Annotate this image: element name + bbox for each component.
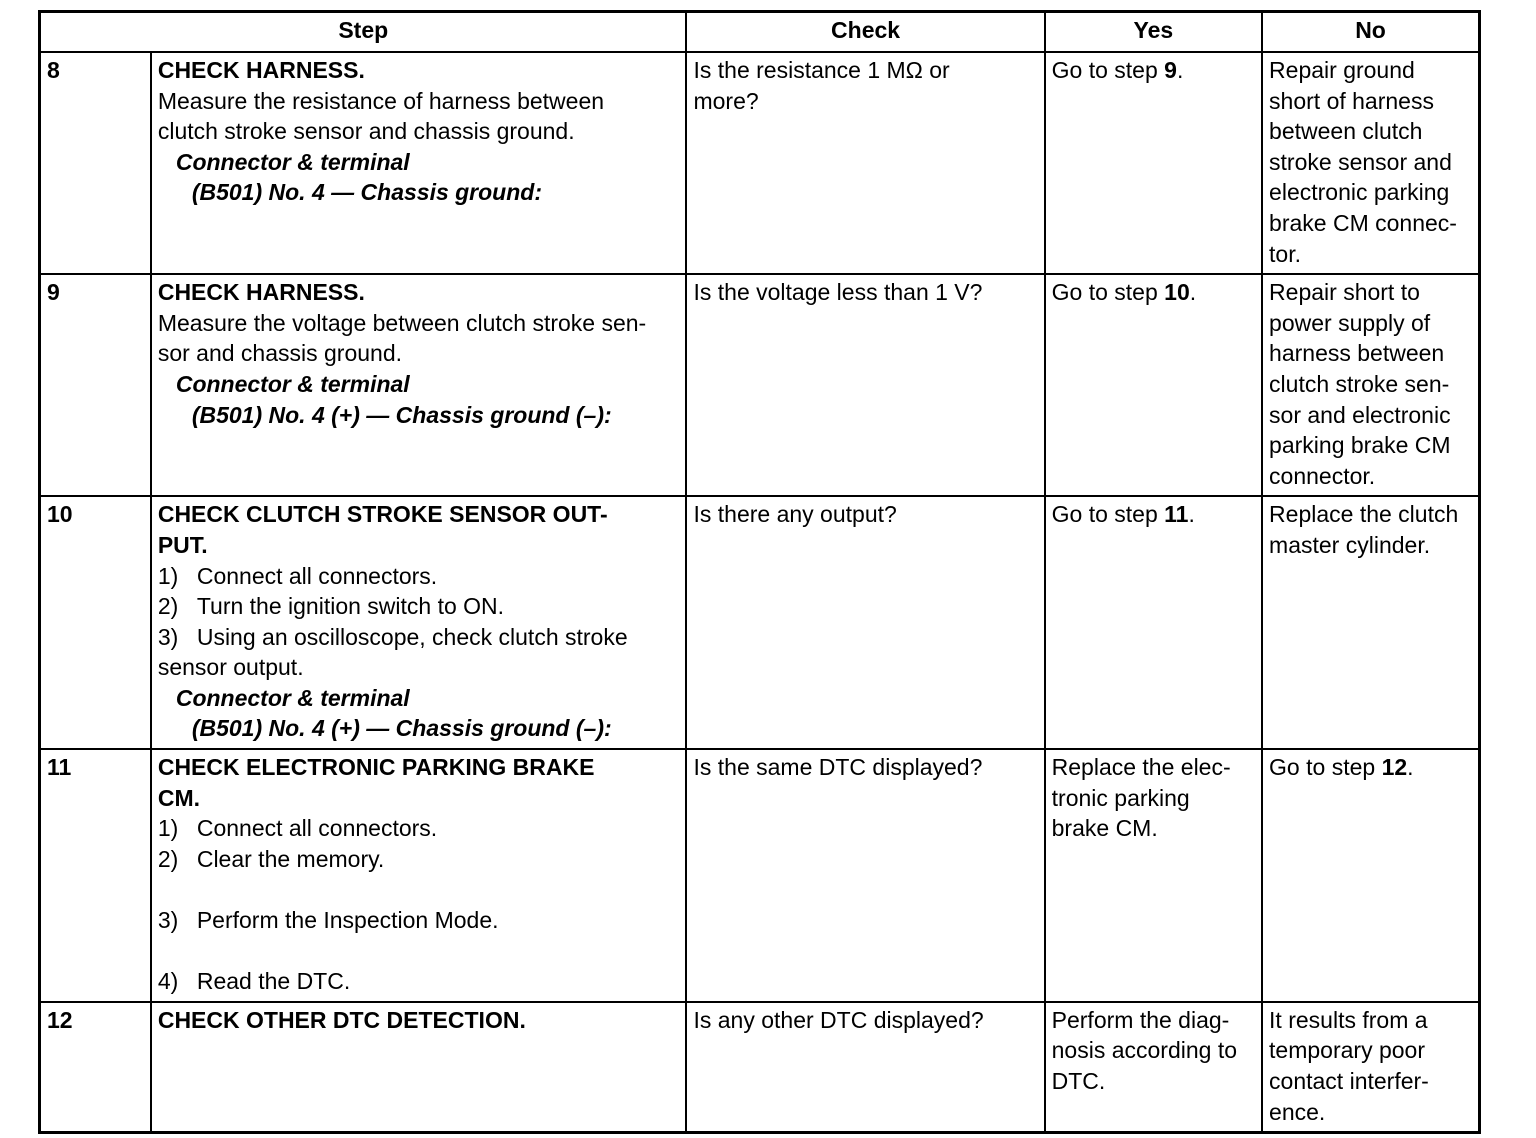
yes-suffix: . <box>1188 501 1195 528</box>
yes-cell <box>1045 749 1262 1002</box>
no-text-line: clutch stroke sen- <box>1269 370 1450 397</box>
no-cell <box>1262 749 1479 1002</box>
spacer <box>158 936 680 967</box>
spacer <box>158 874 680 905</box>
substep-number: 4) <box>157 968 179 995</box>
check-cell <box>686 496 1044 749</box>
step-title: CM. <box>157 784 200 811</box>
table-row-step-8 <box>40 52 1480 274</box>
check-cell <box>686 749 1044 1002</box>
no-text-line: temporary poor <box>1269 1037 1426 1064</box>
step-number: 12 <box>40 1002 151 1133</box>
step-number: 10 <box>40 496 151 749</box>
substep-number: 1) <box>157 562 179 589</box>
check-text-line: Is the voltage less than 1 V? <box>693 279 983 306</box>
substep-text: Read the DTC. <box>196 968 351 995</box>
step-description <box>151 274 687 496</box>
step-title: CHECK ELECTRONIC PARKING BRAKE <box>157 754 595 781</box>
substep-number: 3) <box>157 623 179 650</box>
no-text-line: stroke sensor and <box>1269 148 1452 175</box>
connector-value: (B501) No. 4 — Chassis ground: <box>191 179 542 206</box>
substep-text: Using an oscilloscope, check clutch stroke <box>196 623 628 650</box>
header-step: Step <box>40 12 687 53</box>
step-number: 8 <box>40 52 151 274</box>
connector-heading: Connector & terminal <box>175 370 410 397</box>
header-no: No <box>1262 12 1479 53</box>
diagnostic-table-container <box>38 10 1481 1125</box>
substep-text: Connect all connectors. <box>196 562 438 589</box>
no-suffix: . <box>1407 754 1414 781</box>
no-cell <box>1262 496 1479 749</box>
check-text-line: Is any other DTC displayed? <box>693 1006 984 1033</box>
yes-cell <box>1045 1002 1262 1133</box>
substep-number: 2) <box>157 845 179 872</box>
yes-text-line: tronic parking <box>1051 784 1190 811</box>
check-cell <box>686 1002 1044 1133</box>
check-cell <box>686 52 1044 274</box>
yes-text-line: Replace the elec- <box>1051 754 1231 781</box>
step-text-line: sor and chassis ground. <box>157 340 403 367</box>
connector-value: (B501) No. 4 (+) — Chassis ground (–): <box>191 715 612 742</box>
substep-number: 3) <box>157 907 179 934</box>
header-yes: Yes <box>1045 12 1262 53</box>
no-text-line: between clutch <box>1269 118 1423 145</box>
substep-number: 1) <box>157 815 179 842</box>
step-title: CHECK CLUTCH STROKE SENSOR OUT- <box>157 501 608 528</box>
step-title: PUT. <box>157 531 208 558</box>
no-text-line: parking brake CM <box>1269 432 1451 459</box>
step-text-line: Measure the voltage between clutch stroke sen- <box>157 309 647 336</box>
yes-text-line: Perform the diag- <box>1051 1006 1230 1033</box>
no-text-line: electronic parking <box>1269 179 1450 206</box>
check-text-line: Is the resistance 1 MΩ or <box>693 57 950 83</box>
step-title: CHECK OTHER DTC DETECTION. <box>157 1006 526 1033</box>
check-text-line: more? <box>693 87 759 114</box>
substep <box>158 844 680 875</box>
step-description <box>151 1002 687 1133</box>
step-text-line: Measure the resistance of harness between <box>157 87 605 114</box>
connector-heading: Connector & terminal <box>175 684 410 711</box>
table-row-step-9 <box>40 274 1480 496</box>
no-cell <box>1262 52 1479 274</box>
yes-prefix: Go to step <box>1051 57 1165 83</box>
yes-step-ref: 11 <box>1164 501 1189 528</box>
table-row-step-10 <box>40 496 1480 749</box>
check-cell <box>686 274 1044 496</box>
step-description <box>151 749 687 1002</box>
no-text-line: master cylinder. <box>1269 531 1431 558</box>
substep-text: Perform the Inspection Mode. <box>196 907 499 934</box>
substep-number: 2) <box>157 593 179 620</box>
no-text-line: sor and electronic <box>1269 401 1451 428</box>
step-text-line: clutch stroke sensor and chassis ground. <box>157 118 575 145</box>
yes-cell <box>1045 496 1262 749</box>
substep <box>158 813 680 844</box>
substep <box>158 622 680 653</box>
substep <box>158 591 680 622</box>
yes-suffix: . <box>1189 279 1197 306</box>
header-check: Check <box>686 12 1044 53</box>
yes-text-line: DTC. <box>1051 1068 1106 1094</box>
step-title: CHECK HARNESS. <box>157 279 365 306</box>
no-text-line: brake CM connec- <box>1269 209 1457 236</box>
substep-text: Turn the ignition switch to ON. <box>196 593 505 620</box>
diagnostic-steps-table <box>38 10 1481 1134</box>
no-step-ref: 12 <box>1381 754 1408 781</box>
substep-text: Connect all connectors. <box>196 815 438 842</box>
step-description <box>151 496 687 749</box>
yes-suffix: . <box>1176 57 1184 83</box>
table-row-step-12 <box>40 1002 1480 1133</box>
yes-prefix: Go to step <box>1051 279 1165 306</box>
no-text-line: Repair ground <box>1269 57 1415 83</box>
substep <box>158 561 680 592</box>
yes-text-line: brake CM. <box>1051 815 1158 842</box>
no-text-line: ence. <box>1269 1098 1326 1125</box>
substep-continuation: sensor output. <box>157 654 304 681</box>
no-text-line: harness between <box>1269 340 1445 367</box>
no-text-line: power supply of <box>1269 309 1431 336</box>
no-prefix: Go to step <box>1269 754 1382 781</box>
step-number: 9 <box>40 274 151 496</box>
no-text-line: It results from a <box>1269 1006 1428 1033</box>
yes-step-ref: 9 <box>1164 57 1177 83</box>
substep <box>158 966 680 997</box>
substep <box>158 905 680 936</box>
step-description <box>151 52 687 274</box>
connector-heading: Connector & terminal <box>175 148 410 175</box>
connector-value: (B501) No. 4 (+) — Chassis ground (–): <box>191 401 612 428</box>
step-number: 11 <box>40 749 151 1002</box>
no-text-line: tor. <box>1269 240 1302 267</box>
yes-prefix: Go to step <box>1051 501 1165 528</box>
no-text-line: contact interfer- <box>1269 1068 1429 1094</box>
no-text-line: connector. <box>1269 462 1376 489</box>
table-row-step-11 <box>40 749 1480 1002</box>
substep-text: Clear the memory. <box>196 845 385 872</box>
yes-cell <box>1045 52 1262 274</box>
check-text-line: Is the same DTC displayed? <box>693 754 983 781</box>
table-header-row <box>40 12 1480 53</box>
step-title: CHECK HARNESS. <box>157 57 365 83</box>
yes-cell <box>1045 274 1262 496</box>
no-text-line: Repair short to <box>1269 279 1420 306</box>
yes-step-ref: 10 <box>1164 279 1190 306</box>
no-text-line: short of harness <box>1269 87 1434 114</box>
no-text-line: Replace the clutch <box>1269 501 1459 528</box>
yes-text-line: nosis according to <box>1051 1037 1238 1064</box>
check-text-line: Is there any output? <box>693 501 897 528</box>
no-cell <box>1262 1002 1479 1133</box>
no-cell <box>1262 274 1479 496</box>
